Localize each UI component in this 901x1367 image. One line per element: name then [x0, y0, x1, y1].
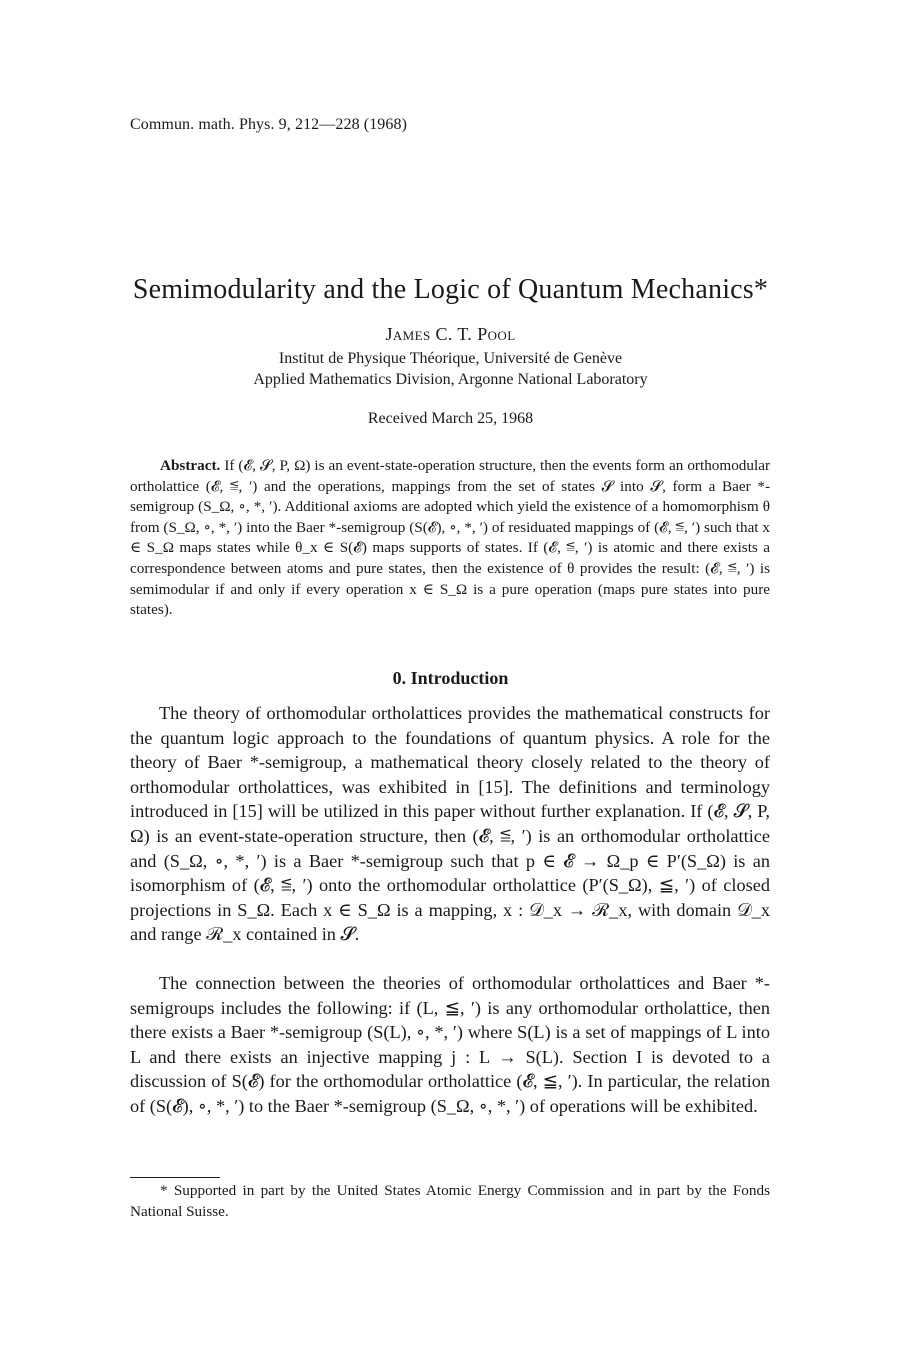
received-date: Received March 25, 1968: [367, 410, 534, 427]
abstract-label: Abstract.: [160, 457, 221, 474]
intro-paragraph-1: The theory of orthomodular ortholattices provides the mathematical constructs for the quantum logic approach to the foundations of quantum physics. A role for the theory of Baer *-semigroup, a mathematical theory closely related to the theory of orthomodular ortholattices, was exhibited in [15]. The definitions and terminology introduced in [15] will be utilized in this paper without further explanation. If (𝓔, 𝓢, P, Ω) is an event-state-operation structure, then (𝓔, ≦, ′) is an orthomodular ortholattice and (S_Ω, ∘, *, ′) is a Baer *-semigroup such that p ∈ 𝓔 → Ω_p ∈ P′(S_Ω) is an isomorphism of (𝓔, ≦, ′) onto the orthomodular ortholattice (P′(S_Ω), ≦, ′) of closed projections in S_Ω. Each x ∈ S_Ω is a mapping, x : 𝒟_x → ℛ_x, with domain 𝒟_x and range ℛ_x contained in 𝓢.: [130, 703, 770, 945]
author-name: James C. T. Pool: [385, 324, 516, 344]
abstract-text: If (𝓔, 𝓢, P, Ω) is an event-state-operation structure, then the events form an orthomodular ortholattice (𝓔, ≦, ′) and the operations, mappings from the set of states 𝓢 into 𝓢, form a Baer *-semigroup (S_Ω, ∘, *, ′). Additional axioms are adopted which yield the existence of a homomorphism θ from (S_Ω, ∘, *, ′) into the Baer *-semigroup (S(𝓔), ∘, *, ′) of residuated mappings of (𝓔, ≦, ′) such that x ∈ S_Ω maps states while θ_x ∈ S(𝓔) maps supports of states. If (𝓔, ≦, ′) is atomic and there exists a correspondence between atoms and pure states, then the existence of θ provides the result: (𝓔, ≦, ′) is semimodular if and only if every operation x ∈ S_Ω is a pure operation (maps pure states into pure states).: [130, 457, 770, 619]
article-title: Semimodularity and the Logic of Quantum Mechanics*: [132, 274, 769, 305]
footnote-divider: [130, 1177, 220, 1178]
affiliation-argonne: Applied Mathematics Division, Argonne National Laboratory: [253, 371, 648, 388]
footnote: * Supported in part by the United States Atomic Energy Commission and in part by the Fonds National Suisse.: [130, 1182, 770, 1220]
intro-paragraph-2: The connection between the theories of orthomodular ortholattices and Baer *-semigroups includes the following: if (L, ≦, ′) is any orthomodular ortholattice, then there exists a Baer *-semigroup (S(L), ∘, *, ′) where S(L) is a set of mappings of L into L and there exists an injective mapping j : L → S(L). Section I is devoted to a discussion of S(𝓔) for the orthomodular ortholattice (𝓔, ≦, ′). In particular, the relation of (S(𝓔), ∘, *, ′) to the Baer *-semigroup (S_Ω, ∘, *, ′) of operations will be exhibited.: [130, 973, 770, 1116]
journal-citation: Commun. math. Phys. 9, 212—228 (1968): [130, 116, 408, 133]
affiliation-geneve: Institut de Physique Théorique, Université de Genève: [278, 350, 623, 367]
abstract: [130, 456, 770, 621]
section-heading: 0. Introduction: [392, 668, 509, 688]
